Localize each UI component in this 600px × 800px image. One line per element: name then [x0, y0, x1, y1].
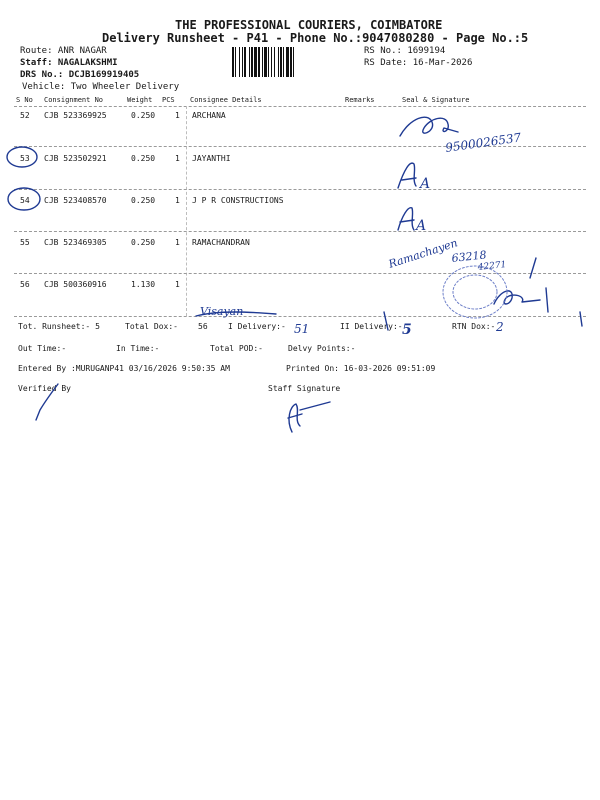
i-delivery-label: I Delivery:-: [228, 322, 286, 331]
col-header-consignment: Consignment No: [44, 96, 104, 104]
rs-date: RS Date: 16-Mar-2026: [364, 58, 473, 68]
row-weight: 0.250: [131, 111, 156, 120]
svg-text:Ramachayen: Ramachayen: [386, 236, 460, 271]
col-header-sno: S No: [16, 96, 33, 104]
row-pcs: 1: [175, 280, 180, 289]
row-consignee: RAMACHANDRAN: [192, 238, 250, 247]
ii-delivery-label: II Delivery:-: [340, 322, 403, 331]
row-sno: 54: [20, 196, 30, 205]
row-weight: 0.250: [131, 196, 156, 205]
col-header-weight: Weight: [127, 96, 153, 104]
verified-by-label: Verified By: [18, 384, 71, 393]
printed-on: Printed On: 16-03-2026 09:51:09: [286, 364, 436, 373]
vehicle-label: Vehicle: Two Wheeler Delivery: [22, 82, 180, 92]
total-dox-label: Total Dox:-: [125, 322, 178, 331]
drs-number: DRS No.: DCJB169919405: [20, 70, 140, 80]
row-consignment: CJB 523469305: [44, 238, 107, 247]
row54-signature: [398, 208, 426, 234]
col-header-consignee: Consignee Details: [190, 96, 262, 104]
ii-delivery-tick: [384, 312, 388, 330]
margin-mark: [580, 312, 582, 326]
total-dox-value: 56: [198, 322, 208, 331]
runsheet-subtitle: Delivery Runsheet - P41 - Phone No.:9047080280 - Page No.:5: [102, 31, 529, 45]
svg-text:42271: 42271: [477, 260, 507, 273]
verified-tick: [36, 384, 58, 420]
row-consignment: CJB 523502921: [44, 154, 107, 163]
row-pcs: 1: [175, 111, 180, 120]
row54-circle-mark: [8, 188, 40, 210]
col-header-seal-signature: Seal & Signature: [402, 96, 470, 104]
row53-circle-mark: [7, 147, 37, 167]
row-pcs: 1: [175, 196, 180, 205]
svg-text:9500026537: 9500026537: [444, 130, 523, 155]
ii-delivery-count: 5: [402, 322, 412, 338]
row-sno: 53: [20, 154, 30, 163]
svg-text:A: A: [420, 176, 431, 192]
row-pcs: 1: [175, 238, 180, 247]
row-weight: 1.130: [131, 280, 156, 289]
row-consignment: CJB 523369925: [44, 111, 107, 120]
total-pod-label: Total POD:-: [210, 344, 263, 353]
staff-signature-label: Staff Signature: [268, 384, 341, 393]
row-consignment: CJB 523408570: [44, 196, 107, 205]
row-consignee: JAYANTHI: [192, 154, 231, 163]
entered-by: Entered By :MURUGANP41 03/16/2026 9:50:35 AM: [18, 364, 230, 373]
row-sno: 56: [20, 280, 30, 289]
rs-number: RS No.: 1699194: [364, 46, 446, 56]
row-consignment: CJB 500360916: [44, 280, 107, 289]
in-time-label: In Time:-: [116, 344, 160, 353]
row-consignee: ARCHANA: [192, 111, 226, 120]
row-weight: 0.250: [131, 154, 156, 163]
rtn-dox-label: RTN Dox:-: [452, 322, 496, 331]
i-delivery-count: 51: [294, 322, 310, 336]
summary-note: Visayan: [200, 305, 244, 318]
staff-label: Staff: NAGALAKSHMI: [20, 58, 118, 68]
row52-signature: [400, 117, 522, 155]
route-label: Route: ANR NAGAR: [20, 46, 107, 56]
svg-text:63218: 63218: [450, 248, 488, 265]
out-time-label: Out Time:-: [18, 344, 67, 353]
svg-text:A: A: [416, 218, 427, 234]
row-pcs: 1: [175, 154, 180, 163]
tot-runsheet: Tot. Runsheet:- 5: [18, 322, 100, 331]
col-header-pcs: PCS: [162, 96, 175, 104]
row-consignee: J P R CONSTRUCTIONS: [192, 196, 284, 205]
col-header-remarks: Remarks: [345, 96, 375, 104]
staff-signature-scribble: [288, 402, 330, 432]
row53-signature: [398, 163, 430, 192]
row-sno: 55: [20, 238, 30, 247]
row-sno: 52: [20, 111, 30, 120]
company-title: THE PROFESSIONAL COURIERS, COIMBATORE: [175, 18, 443, 32]
row-weight: 0.250: [131, 238, 156, 247]
courier-stamp: [440, 262, 510, 322]
delvy-points-label: Delvy Points:-: [288, 344, 356, 353]
rtn-count: 2: [496, 320, 504, 334]
